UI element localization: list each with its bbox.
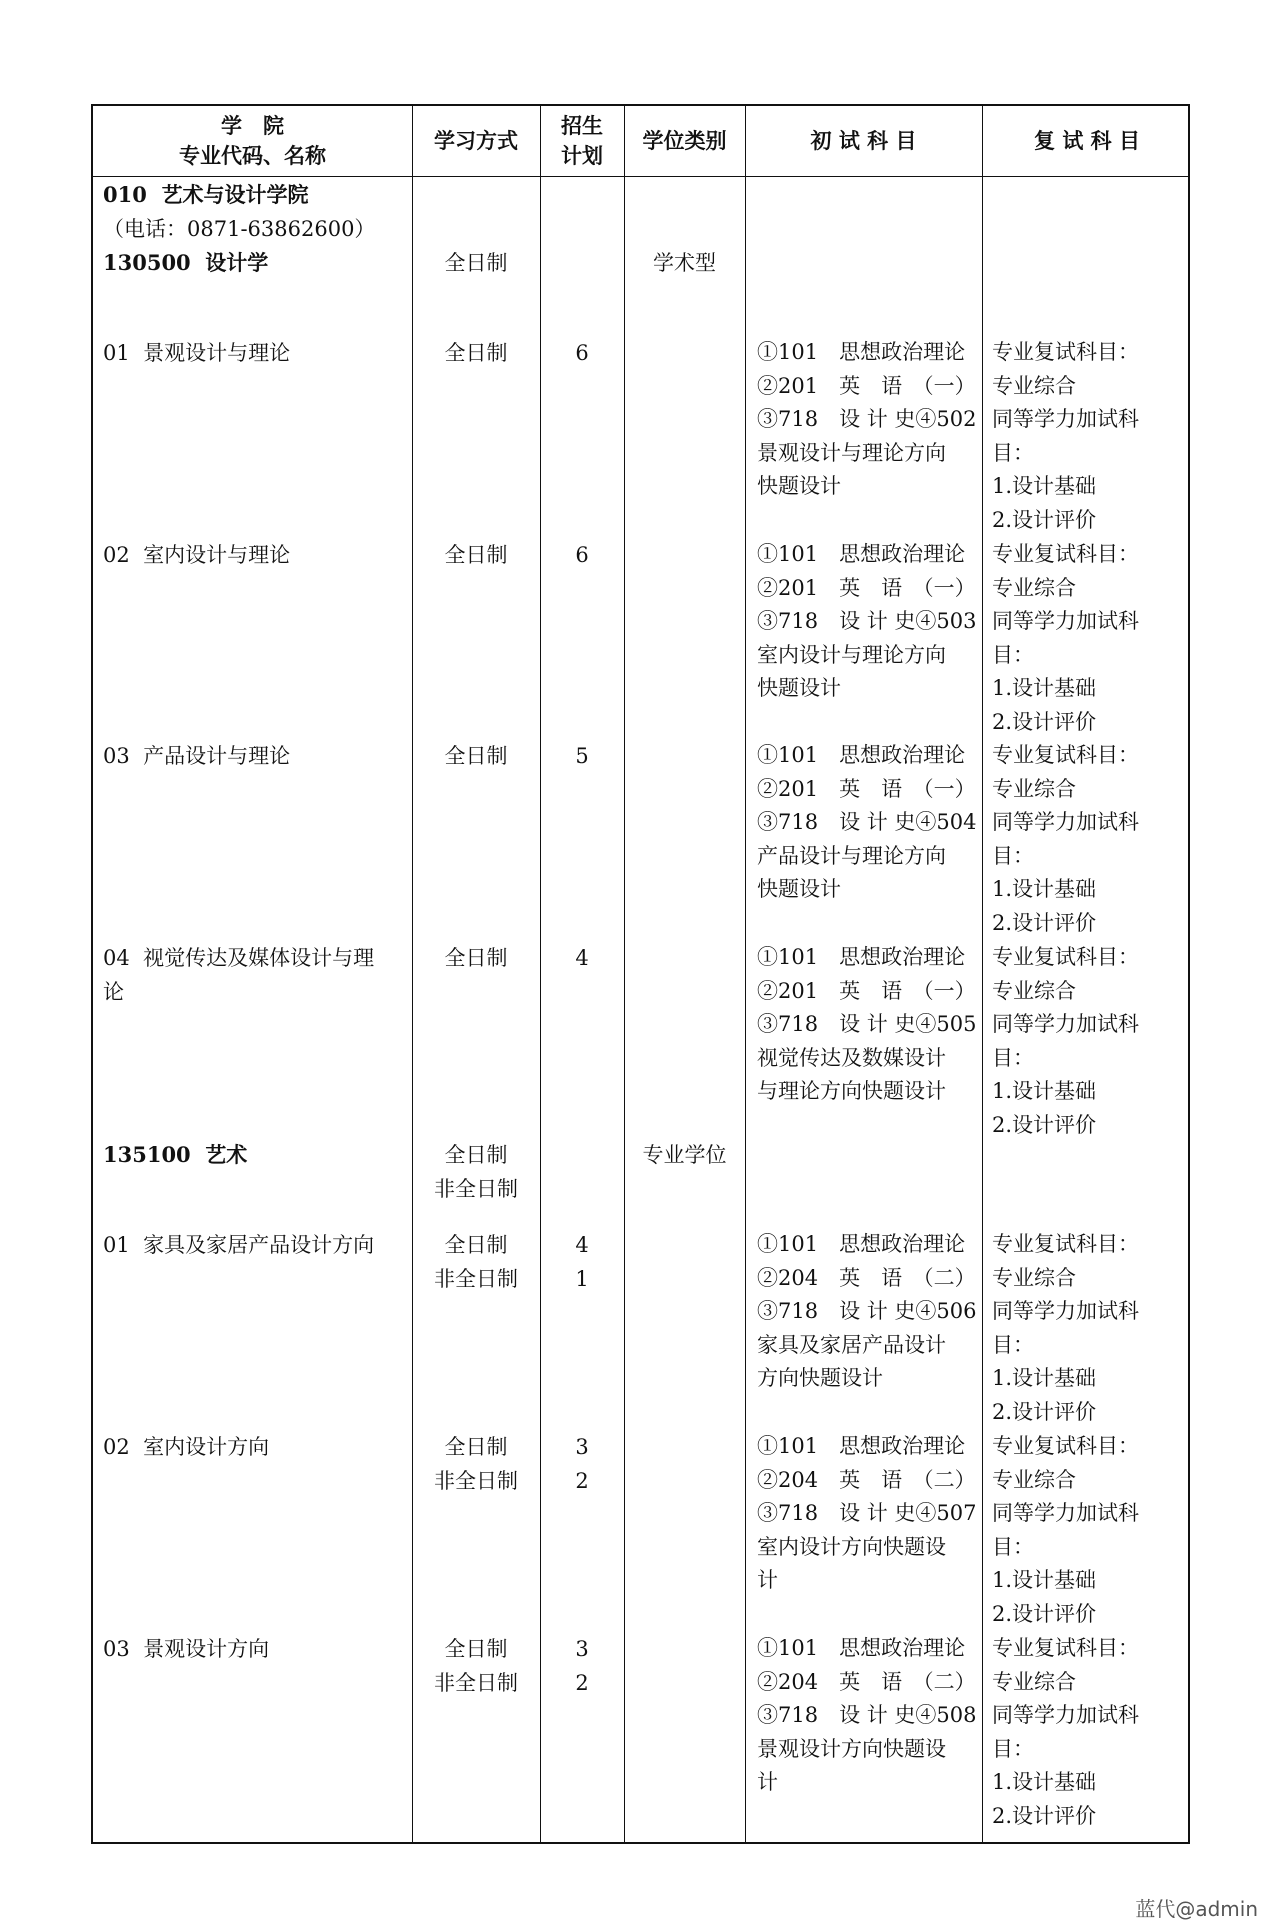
prelim-subject-line: 视觉传达及数媒设计 [757,1045,946,1070]
direction-plan: 1 [575,1267,589,1291]
header-study-mode-label: 学习方式 [434,128,518,153]
retest-subject-line: 同等学力加试科 [992,1501,1139,1525]
header-retest-label: 复 试 科 目 [1034,128,1140,153]
retest-subject-line: 专业综合 [992,776,1076,801]
direction-name: 01 景观设计与理论 [103,341,291,365]
major-mode: 全日制 [444,1143,508,1167]
retest-subject-line: 1.设计基础 [992,1366,1097,1390]
retest-subject-line: 目： [992,843,1034,868]
direction-mode: 全日制 [444,946,508,970]
header-plan-line1: 招生 [561,113,603,138]
prelim-subject-line: ①101 思想政治理论 [757,743,966,767]
retest-subject-line: 同等学力加试科 [992,609,1139,633]
prelim-subject-line: ③718 设 计 史④504 [757,810,977,834]
header-college [93,106,412,176]
direction-plan: 3 [575,1435,589,1459]
direction-name: 04 视觉传达及媒体设计与理 [103,946,375,970]
retest-subject-line: 目： [992,642,1034,667]
prelim-subject-line: 景观设计与理论方向 [757,440,946,465]
retest-subject-line: 2.设计评价 [992,709,1097,734]
direction-mode: 非全日制 [434,1671,518,1695]
retest-subject-line: 专业综合 [992,373,1076,398]
header-plan-line2: 计划 [561,143,603,168]
direction-mode: 全日制 [444,1435,508,1459]
prelim-subject-line: 快题设计 [757,877,841,901]
retest-subject-line: 同等学力加试科 [992,1299,1139,1323]
direction-plan: 2 [575,1469,589,1493]
retest-subject-line: 1.设计基础 [992,474,1097,498]
retest-subject-line: 1.设计基础 [992,1568,1097,1592]
retest-subject-line: 专业综合 [992,1265,1076,1290]
prelim-subject-line: ①101 思想政治理论 [757,945,966,969]
retest-subject-line: 目： [992,1045,1034,1070]
prelim-subject-line: ③718 设 计 史④508 [757,1703,977,1727]
direction-mode: 全日制 [444,744,508,768]
retest-subject-line: 专业复试科目： [992,1232,1139,1256]
retest-subject-line: 专业复试科目： [992,1636,1139,1660]
prelim-subject-line: ③718 设 计 史④505 [757,1012,977,1036]
retest-subject-line: 2.设计评价 [992,1112,1097,1137]
header-plan [540,106,624,176]
header-prelim [745,106,982,176]
column-divider [624,106,625,1842]
column-divider [745,106,746,1842]
header-degree-type-label: 学位类别 [642,128,727,153]
direction-plan: 4 [575,1233,589,1257]
direction-plan: 3 [575,1637,589,1661]
retest-subject-line: 目： [992,1332,1034,1357]
retest-subject-line: 目： [992,1534,1034,1559]
prelim-subject-line: 快题设计 [757,474,841,498]
direction-mode: 全日制 [444,1233,508,1257]
direction-plan: 2 [575,1671,589,1695]
prelim-subject-line: ①101 思想政治理论 [757,1232,966,1256]
prelim-subject-line: 产品设计与理论方向 [757,843,946,868]
prelim-subject-line: ③718 设 计 史④507 [757,1501,977,1525]
retest-subject-line: 专业复试科目： [992,1434,1139,1458]
retest-subject-line: 1.设计基础 [992,877,1097,901]
column-divider [982,106,983,1842]
prelim-subject-line: ①101 思想政治理论 [757,340,966,364]
prelim-subject-line: ②201 英 语 （一） [757,575,976,600]
prelim-subject-line: ②201 英 语 （一） [757,776,976,801]
major-code-name: 130500 设计学 [103,250,269,275]
direction-plan: 6 [575,341,589,365]
prelim-subject-line: ①101 思想政治理论 [757,1636,966,1660]
retest-subject-line: 同等学力加试科 [992,407,1139,431]
direction-plan: 6 [575,543,589,567]
retest-subject-line: 2.设计评价 [992,1803,1097,1828]
prelim-subject-line: 与理论方向快题设计 [757,1079,946,1103]
direction-mode: 非全日制 [434,1267,518,1291]
direction-name: 02 室内设计方向 [103,1435,270,1459]
prelim-subject-line: 计 [757,1568,778,1592]
retest-subject-line: 专业综合 [992,978,1076,1003]
retest-subject-line: 专业综合 [992,575,1076,600]
prelim-subject-line: 方向快题设计 [757,1366,883,1390]
retest-subject-line: 1.设计基础 [992,676,1097,700]
direction-name: 03 产品设计与理论 [103,744,291,768]
retest-subject-line: 专业综合 [992,1467,1076,1492]
retest-subject-line: 同等学力加试科 [992,1012,1139,1036]
retest-subject-line: 同等学力加试科 [992,810,1139,834]
header-college-line1: 学 院 [221,113,284,138]
prelim-subject-line: ③718 设 计 史④502 [757,407,977,431]
major-code-name: 135100 艺术 [103,1142,248,1167]
prelim-subject-line: ②201 英 语 （一） [757,978,976,1003]
retest-subject-line: 1.设计基础 [992,1079,1097,1103]
retest-subject-line: 同等学力加试科 [992,1703,1139,1727]
college-name: 010 艺术与设计学院 [103,182,309,207]
prelim-subject-line: ③718 设 计 史④503 [757,609,977,633]
prelim-subject-line: 快题设计 [757,676,841,700]
header-retest [982,106,1192,176]
direction-plan: 4 [575,946,589,970]
major-mode-2: 非全日制 [434,1177,518,1201]
direction-mode: 全日制 [444,1637,508,1661]
prelim-subject-line: ③718 设 计 史④506 [757,1299,977,1323]
direction-plan: 5 [575,744,589,768]
retest-subject-line: 目： [992,1736,1034,1761]
retest-subject-line: 专业综合 [992,1669,1076,1694]
prelim-subject-line: 室内设计与理论方向 [757,642,946,667]
prelim-subject-line: ①101 思想政治理论 [757,542,966,566]
prelim-subject-line: 计 [757,1770,778,1794]
header-divider [93,176,1188,177]
header-college-line2: 专业代码、名称 [179,143,326,168]
header-study-mode [412,106,540,176]
prelim-subject-line: ②204 英 语 （二） [757,1467,976,1492]
retest-subject-line: 专业复试科目： [992,945,1139,969]
direction-mode: 非全日制 [434,1469,518,1493]
direction-name: 02 室内设计与理论 [103,543,291,567]
major-degree: 专业学位 [642,1143,727,1167]
prelim-subject-line: 室内设计方向快题设 [757,1534,946,1559]
retest-subject-line: 专业复试科目： [992,743,1139,767]
retest-subject-line: 专业复试科目： [992,340,1139,364]
direction-name: 03 景观设计方向 [103,1637,270,1661]
admissions-table [91,104,1190,1844]
prelim-subject-line: 家具及家居产品设计 [757,1332,946,1357]
retest-subject-line: 专业复试科目： [992,542,1139,566]
header-prelim-label: 初 试 科 目 [810,128,917,153]
prelim-subject-line: 景观设计方向快题设 [757,1736,946,1761]
retest-subject-line: 2.设计评价 [992,910,1097,935]
major-mode: 全日制 [444,251,508,275]
major-degree: 学术型 [653,251,716,275]
prelim-subject-line: ②204 英 语 （二） [757,1669,976,1694]
retest-subject-line: 2.设计评价 [992,507,1097,532]
retest-subject-line: 2.设计评价 [992,1601,1097,1626]
direction-name-cont: 论 [103,980,124,1004]
direction-mode: 全日制 [444,341,508,365]
college-phone: （电话：0871-63862600） [103,217,376,241]
retest-subject-line: 1.设计基础 [992,1770,1097,1794]
direction-mode: 全日制 [444,543,508,567]
watermark-text: 蓝代@admin [1135,1897,1258,1921]
direction-name: 01 家具及家居产品设计方向 [103,1233,375,1257]
prelim-subject-line: ①101 思想政治理论 [757,1434,966,1458]
prelim-subject-line: ②204 英 语 （二） [757,1265,976,1290]
retest-subject-line: 目： [992,440,1034,465]
prelim-subject-line: ②201 英 语 （一） [757,373,976,398]
retest-subject-line: 2.设计评价 [992,1399,1097,1424]
header-degree-type [624,106,745,176]
